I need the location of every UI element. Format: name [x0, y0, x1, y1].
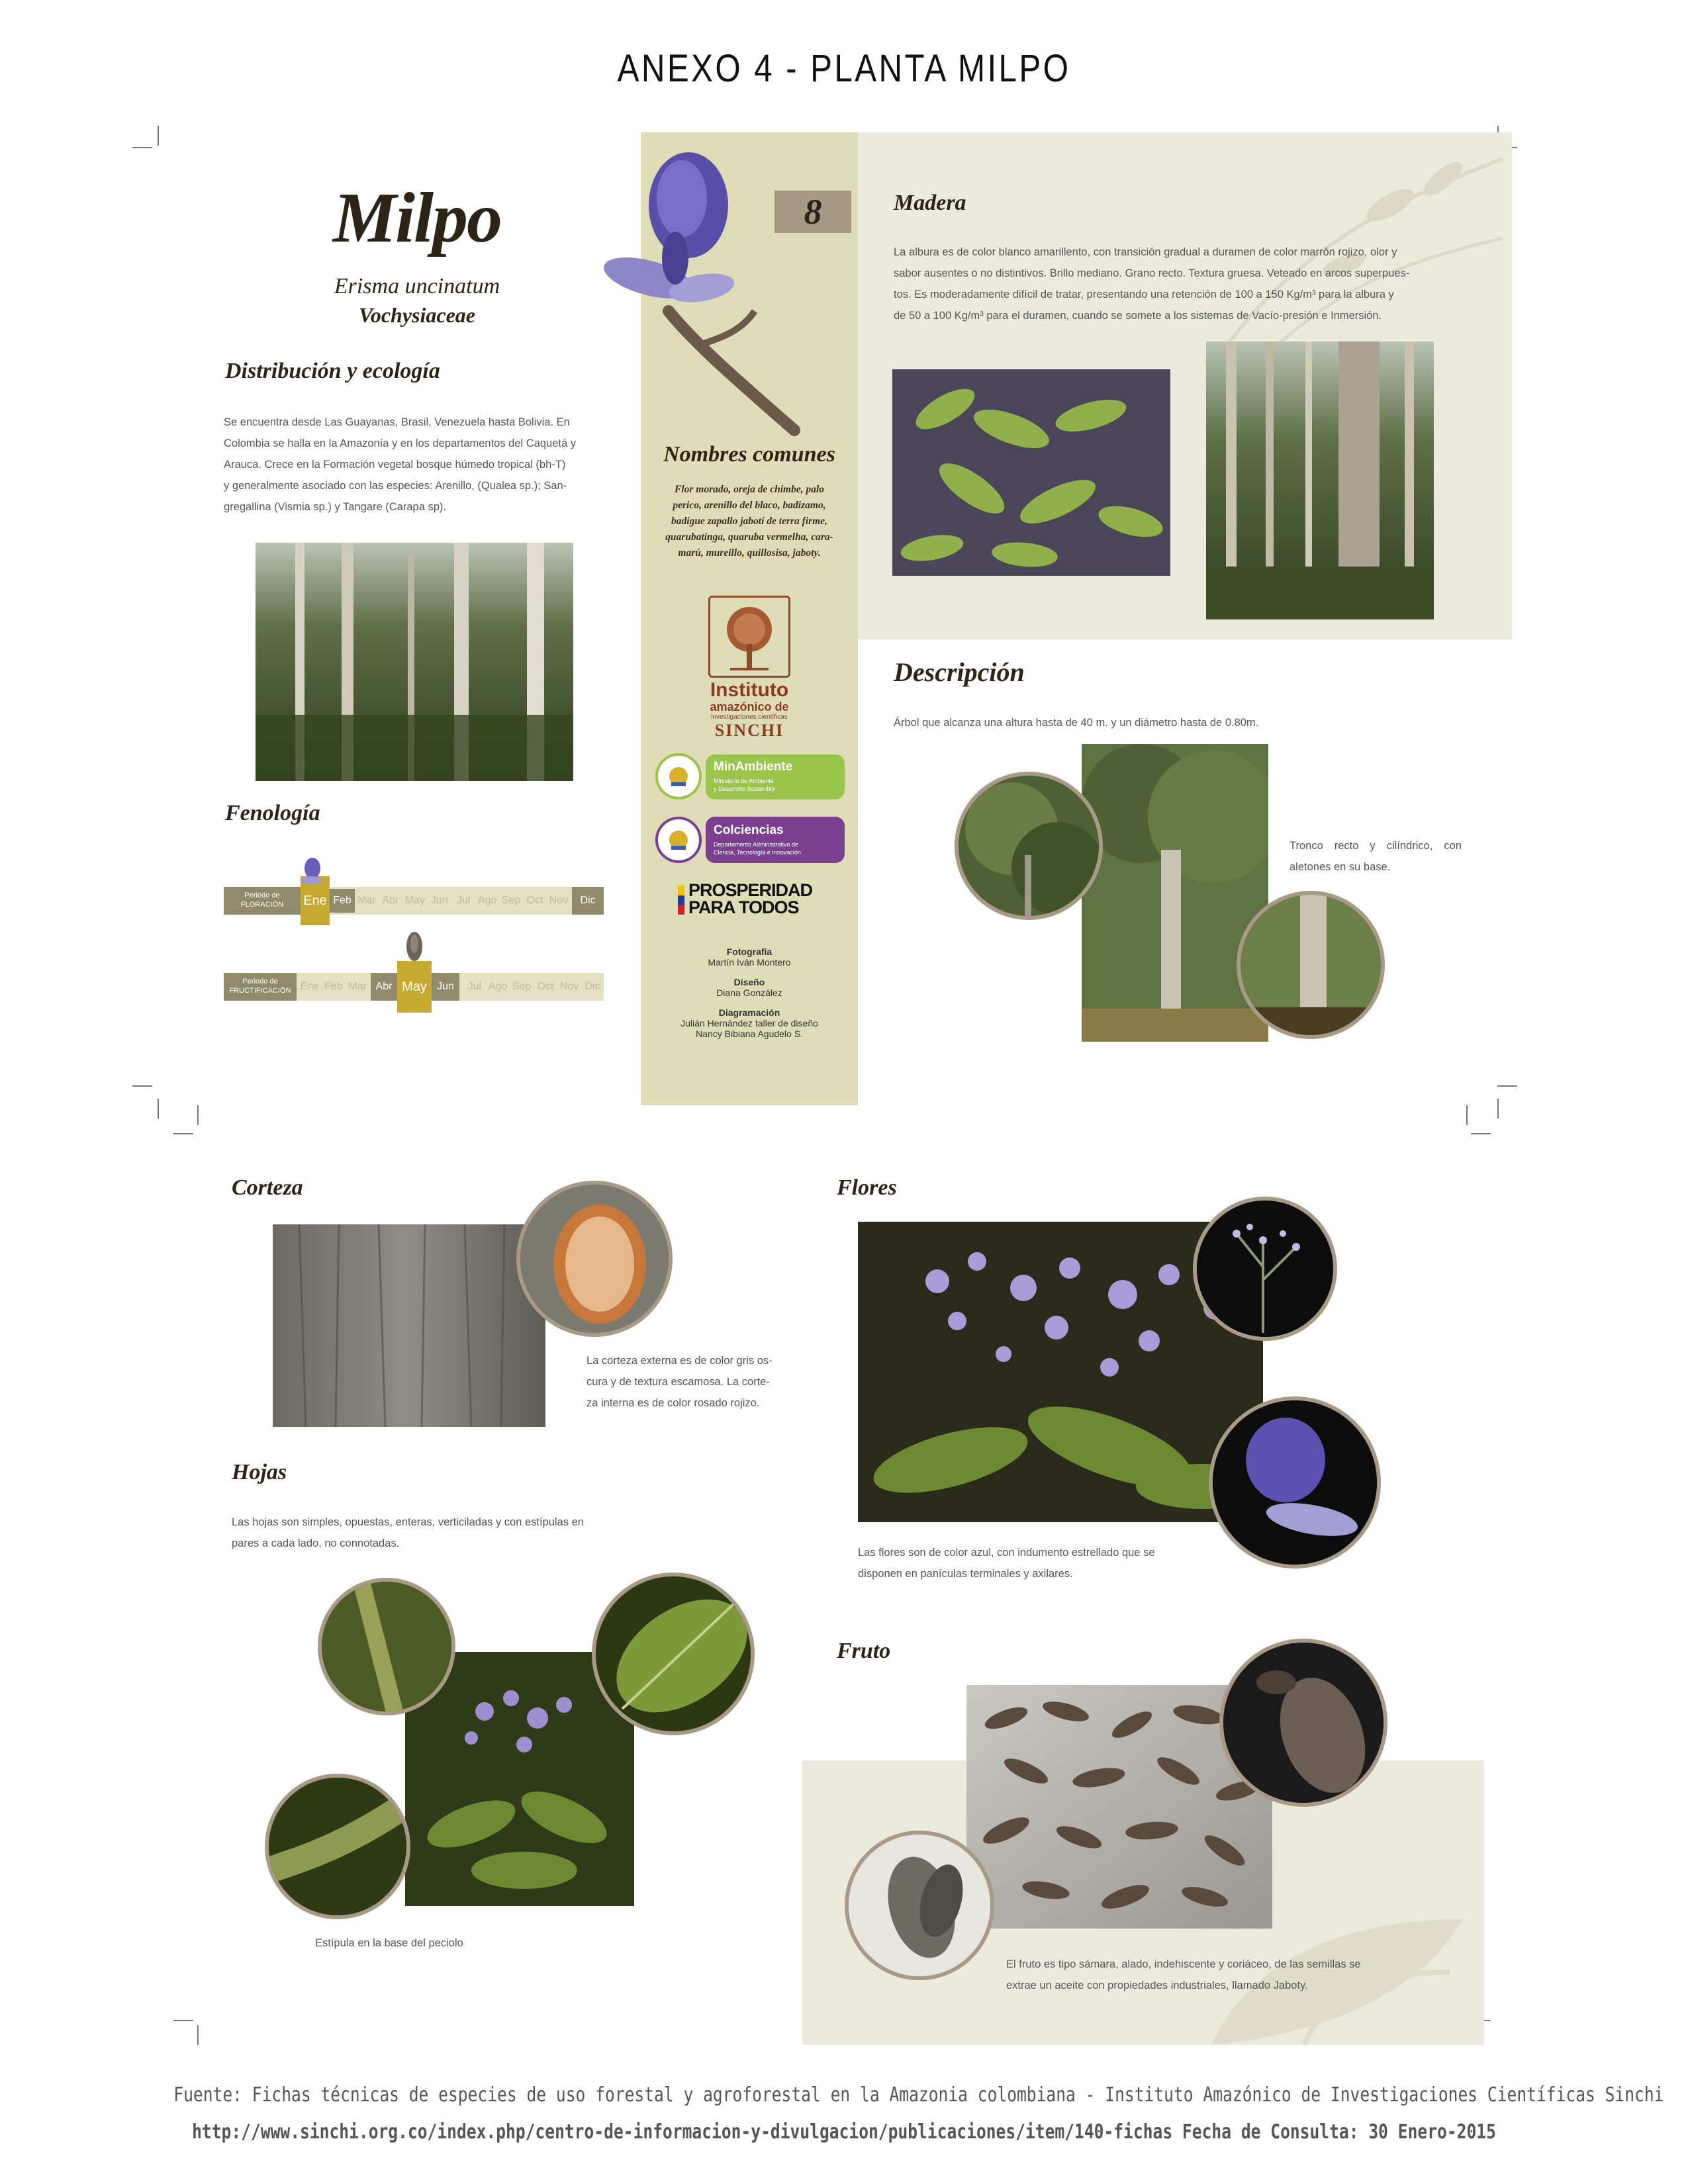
seal-icon [658, 819, 699, 860]
madera-line: de 50 a 100 Kg/m³ para el duramen, cuando se somete a los sistemas de Vacío-presión e Inmersión. [894, 310, 1382, 322]
distribucion-line: y generalmente asociado con las especies: Arenillo, (Qualea sp.); San- [224, 480, 567, 492]
leaf-circle [592, 1572, 755, 1735]
floracion-label [224, 887, 301, 915]
month-ago: Ago [477, 895, 497, 906]
madera-heading: Madera [894, 191, 966, 215]
flores-line: Las flores son de color azul, con indumento estrellado que se [858, 1547, 1155, 1559]
month-oct: Oct [526, 895, 543, 906]
fruit-month-dic: Dic [585, 981, 600, 992]
corteza-text [586, 1350, 785, 1414]
month-dic: Dic [572, 887, 604, 915]
prosperidad-line: PARA TODOS [688, 897, 799, 917]
forest-photo [256, 543, 573, 781]
month-mar: Mar [357, 895, 376, 906]
month-nov: Nov [549, 895, 569, 906]
sinchi-line: Instituto [710, 679, 789, 701]
crop-mark [158, 126, 159, 146]
minambiente-title: MinAmbiente [714, 760, 793, 774]
credit-text: Julián Hernández taller de diseño [680, 1018, 818, 1028]
floracion-label-line: FLORACIÓN [240, 901, 284, 909]
fruto-line: El fruto es tipo sámara, alado, indehiscente y coriáceo, de las semillas se [1006, 1958, 1361, 1970]
fruit-month-jul: Jul [467, 981, 482, 992]
fruit-month-ago: Ago [488, 981, 508, 992]
small-fruit-icon [400, 931, 429, 964]
species-family: Vochysiaceae [359, 303, 475, 327]
petiole-circle [318, 1578, 455, 1715]
species-scientific-name: Erisma uncinatum [334, 274, 500, 298]
flores-text [858, 1542, 1155, 1584]
hojas-caption: Estípula en la base del peciolo [315, 1937, 463, 1949]
hojas-line: Las hojas son simples, opuestas, enteras, verticiladas y con estípulas en [232, 1516, 584, 1528]
seed-circle [845, 1831, 994, 1980]
crop-mark [158, 1099, 159, 1118]
sinchi-line: investigaciones científicas [711, 713, 788, 721]
sinchi-line: SINCHI [714, 721, 784, 740]
sinchi-logo [708, 596, 790, 678]
corteza-line: La corteza externa es de color gris os- [586, 1355, 773, 1367]
footer-url: http://www.sinchi.org.co/index.php/centro-de-informacion-y-divulgacion/publicaciones/item/140-fichas Fecha de Consulta: 30 Enero-2015 [192, 2120, 1496, 2144]
colciencias-sub: Ciencia, Tecnología e Innovación [714, 849, 801, 856]
fruit-month-may: May [397, 961, 432, 1013]
flores-line: disponen en panículas terminales y axilares. [858, 1568, 1073, 1580]
credit-text: Nancy Bibiana Agudelo S. [696, 1028, 803, 1039]
prosperidad-line: PROSPERIDAD [688, 880, 813, 900]
madera-line: tos. Es moderadamente difícil de tratar, presentando una retención de 100 a 150 Kg/m³ para la albura y [894, 289, 1394, 300]
month-sep: Sep [501, 895, 521, 906]
madera-line: La albura es de color blanco amarillento, con transición gradual a duramen de color marrón rojizo, olor y [894, 246, 1397, 258]
sinchi-text [669, 680, 830, 740]
crop-mark [197, 2025, 199, 2045]
fruit-month-feb: Feb [324, 981, 343, 992]
seal-icon [658, 756, 699, 797]
crop-mark [173, 2020, 193, 2021]
flower-illustration [569, 146, 821, 437]
corteza-line: za interna es de color rosado rojizo. [586, 1397, 760, 1409]
month-jul: Jul [456, 895, 471, 906]
canopy-circle [955, 772, 1103, 920]
tronco-line: Tronco recto y cilíndrico, con [1289, 840, 1462, 852]
crop-mark [1471, 1133, 1491, 1134]
prosperidad-flag-icon [678, 886, 684, 915]
crop-mark [173, 1133, 193, 1134]
minambiente-text [714, 760, 792, 793]
credits [641, 946, 858, 1039]
fruit-month-oct: Oct [537, 981, 554, 992]
fruto-text [1006, 1954, 1361, 1996]
floracion-label-line: Periodo de [244, 891, 280, 899]
credit-text: Diana González [716, 987, 782, 998]
distribucion-heading: Distribución y ecología [225, 359, 440, 383]
hojas-text [232, 1512, 584, 1554]
crop-mark [1497, 1099, 1499, 1118]
fructificacion-label-line: FRUCTIFICACIÓN [229, 987, 291, 995]
footer-source: Fuente: Fichas técnicas de especies de uso forestal y agroforestal en la Amazonia colombiana - Instituto Amazónico de Investigaciones Científicas Sinchi [173, 2083, 1664, 2107]
hojas-line: pares a cada lado, no connotadas. [232, 1537, 400, 1549]
crop-mark [132, 147, 152, 148]
distribucion-line: gregallina (Vismia sp.) y Tangare (Carapa sp). [224, 501, 446, 513]
madera-text [894, 242, 1476, 326]
fructificacion-label [224, 973, 297, 1001]
sinchi-line: amazónico de [710, 700, 789, 713]
bark-photo [273, 1224, 545, 1427]
tronco-text [1289, 835, 1462, 878]
fruit-month-jun: Jun [432, 973, 459, 1001]
madera-line: sabor ausentes o no distintivos. Brillo mediano. Grano recto. Textura gruesa. Veteado en arcos superpues- [894, 267, 1410, 279]
bark-cut-circle [516, 1181, 673, 1337]
trunk-circle [1237, 891, 1385, 1039]
page-title: ANEXO 4 - PLANTA MILPO [617, 47, 1071, 90]
tree-photo [1082, 744, 1268, 1042]
month-may: May [404, 895, 426, 906]
nombres-line: perico, arenillo del blaco, badizamo, [673, 500, 826, 511]
credit-heading: Fotografía [726, 946, 773, 957]
colciencias-seal-icon [655, 817, 702, 863]
descripcion-heading: Descripción [894, 657, 1025, 687]
species-common-name: Milpo [332, 179, 502, 257]
hojas-heading: Hojas [232, 1460, 287, 1484]
descripcion-text: Árbol que alcanza una altura hasta de 40 m. y un diámetro hasta de 0.80m. [894, 717, 1259, 729]
stipule-circle [265, 1774, 410, 1919]
small-flower-icon [299, 858, 326, 888]
flores-heading: Flores [837, 1175, 897, 1200]
colciencias-text [714, 823, 801, 856]
corteza-heading: Corteza [232, 1175, 303, 1200]
nombres-heading: Nombres comunes [663, 442, 835, 467]
fruit-month-mar: Mar [348, 981, 367, 992]
distribucion-text [224, 412, 608, 518]
inflorescence-circle [1193, 1197, 1337, 1341]
minambiente-sub: y Desarrollo Sostenible [714, 786, 775, 792]
distribucion-line: Colombia se halla en la Amazonía y en los departamentos del Caquetá y [224, 437, 576, 449]
distribucion-line: Se encuentra desde Las Guayanas, Brasil, Venezuela hasta Bolivia. En [224, 416, 570, 428]
prosperidad-text [688, 882, 812, 916]
sheet-number: 8 [774, 191, 851, 233]
corteza-line: cura y de textura escamosa. La corte- [586, 1376, 770, 1388]
month-ene: Ene [301, 876, 330, 925]
nombres-text [647, 482, 851, 561]
nombres-line: marú, mureillo, quillosisa, jaboty. [678, 547, 821, 559]
crop-mark [1466, 1105, 1468, 1125]
fruto-line: extrae un aceite con propiedades industriales, llamado Jaboty. [1006, 1979, 1308, 1991]
fruto-heading: Fruto [837, 1639, 891, 1663]
credit-text: Martín Iván Montero [708, 957, 791, 968]
credit-heading: Diagramación [718, 1007, 780, 1018]
nombres-line: badigue zapallo jaboti de terra firme, [671, 516, 827, 527]
month-feb: Feb [330, 889, 355, 913]
minambiente-seal-icon [655, 753, 702, 799]
fruit-month-abr: Abr [371, 973, 397, 1001]
fruit-month-nov: Nov [559, 981, 579, 992]
crop-mark [1497, 1085, 1517, 1087]
colciencias-title: Colciencias [714, 823, 784, 837]
month-abr: Abr [382, 895, 399, 906]
fruit-month-sep: Sep [512, 981, 532, 992]
tronco-line: aletones en su base. [1289, 861, 1391, 873]
colciencias-sub: Departamento Administrativo de [714, 841, 799, 848]
leaves-photo [892, 369, 1170, 576]
minambiente-sub: Ministerio de Ambiente [714, 778, 774, 784]
credit-heading: Diseño [733, 977, 765, 987]
samara-circle [1219, 1639, 1387, 1807]
nombres-line: quarubatinga, quaruba vermelha, cara- [665, 531, 833, 543]
distribucion-line: Arauca. Crece en la Formación vegetal bosque húmedo tropical (bh-T) [224, 459, 566, 471]
nombres-line: Flor morado, oreja de chimbe, palo [674, 484, 825, 495]
month-jun: Jun [431, 895, 448, 906]
crop-mark [132, 1085, 152, 1087]
flower-closeup-circle [1209, 1396, 1381, 1569]
fenologia-heading: Fenología [225, 801, 320, 825]
tall-trees-photo [1206, 341, 1434, 619]
fructificacion-label-line: Periodo de [242, 978, 278, 985]
fruit-month-ene: Ene [300, 981, 320, 992]
crop-mark [197, 1105, 199, 1125]
tree-logo-icon [710, 598, 788, 676]
